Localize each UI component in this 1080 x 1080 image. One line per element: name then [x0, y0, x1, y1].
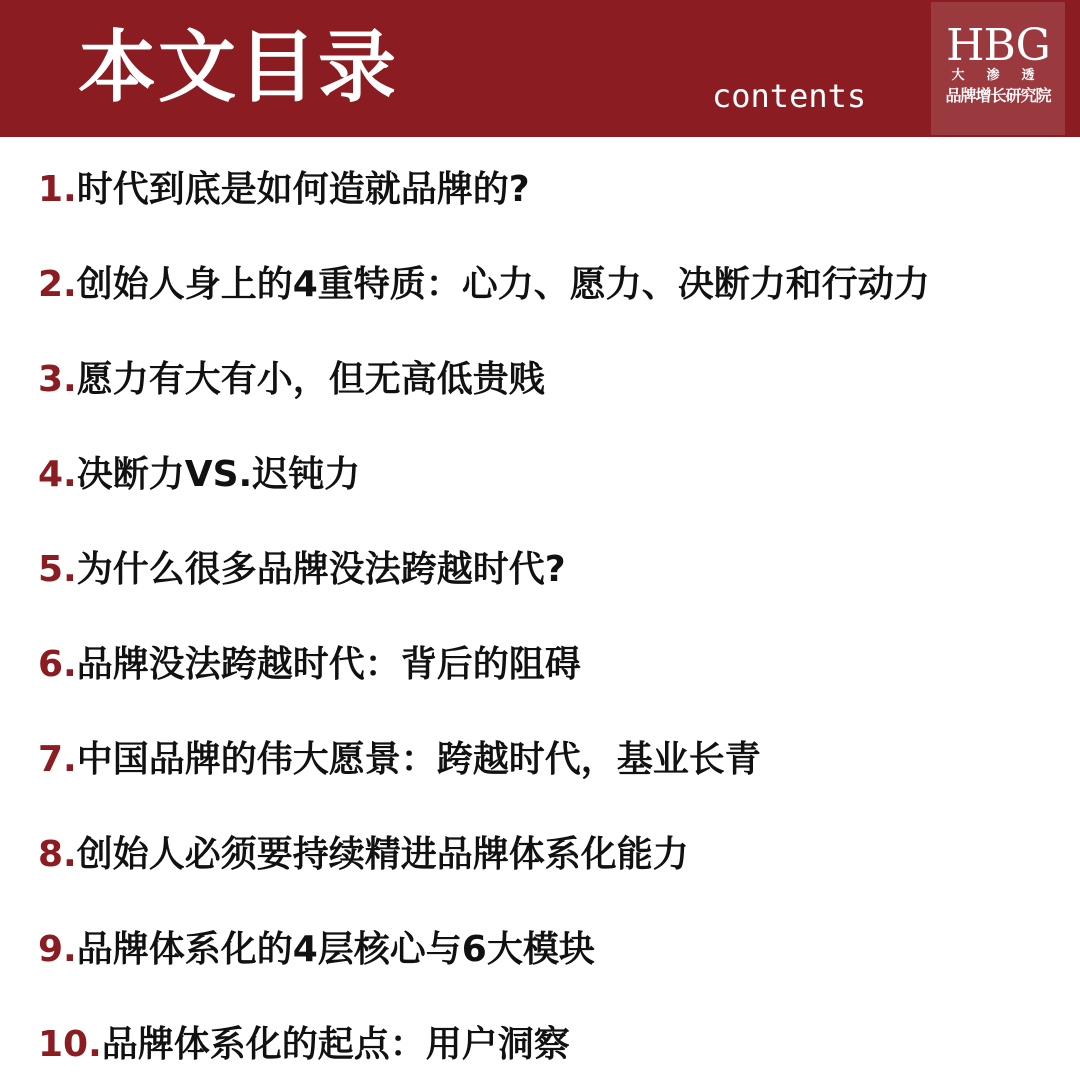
toc-number: 4. — [38, 454, 77, 495]
toc-number: 1. — [38, 169, 77, 210]
toc-number: 7. — [38, 739, 77, 780]
brand-logo — [931, 2, 1065, 135]
logo-line2: 品牌增长研究院 — [945, 86, 1051, 105]
table-of-contents — [38, 160, 1068, 1080]
toc-text: 时代到底是如何造就品牌的? — [76, 169, 530, 210]
toc-item-3 — [38, 350, 1068, 445]
toc-text: 决断力VS.迟钝力 — [76, 454, 361, 495]
toc-text: 创始人身上的4重特质：心力、愿力、决断力和行动力 — [76, 264, 930, 305]
header-bar — [0, 0, 1080, 137]
toc-item-6 — [38, 635, 1068, 730]
toc-item-7 — [38, 730, 1068, 825]
toc-text: 为什么很多品牌没法跨越时代? — [76, 549, 566, 590]
toc-text: 中国品牌的伟大愿景：跨越时代，基业长青 — [76, 739, 761, 780]
toc-item-10 — [38, 1015, 1068, 1080]
toc-item-4 — [38, 445, 1068, 540]
toc-number: 2. — [38, 264, 77, 305]
toc-number: 9. — [38, 929, 77, 970]
toc-text: 愿力有大有小，但无高低贵贱 — [76, 359, 545, 400]
toc-number: 8. — [38, 834, 77, 875]
toc-item-1 — [38, 160, 1068, 255]
toc-text: 品牌体系化的起点：用户洞察 — [101, 1024, 570, 1065]
logo-mark: HBG — [946, 20, 1050, 71]
toc-item-5 — [38, 540, 1068, 635]
toc-item-9 — [38, 920, 1068, 1015]
logo-line1: 大渗透 — [951, 68, 1057, 83]
toc-number: 10. — [38, 1024, 102, 1065]
toc-number: 5. — [38, 549, 77, 590]
page-subtitle: contents — [712, 77, 867, 115]
toc-text: 品牌没法跨越时代：背后的阻碍 — [76, 644, 581, 685]
page-title: 本文目录 — [78, 23, 399, 113]
toc-text: 创始人必须要持续精进品牌体系化能力 — [76, 834, 689, 875]
toc-number: 6. — [38, 644, 77, 685]
toc-item-8 — [38, 825, 1068, 920]
toc-item-2 — [38, 255, 1068, 350]
toc-number: 3. — [38, 359, 77, 400]
toc-text: 品牌体系化的4层核心与6大模块 — [76, 929, 595, 970]
